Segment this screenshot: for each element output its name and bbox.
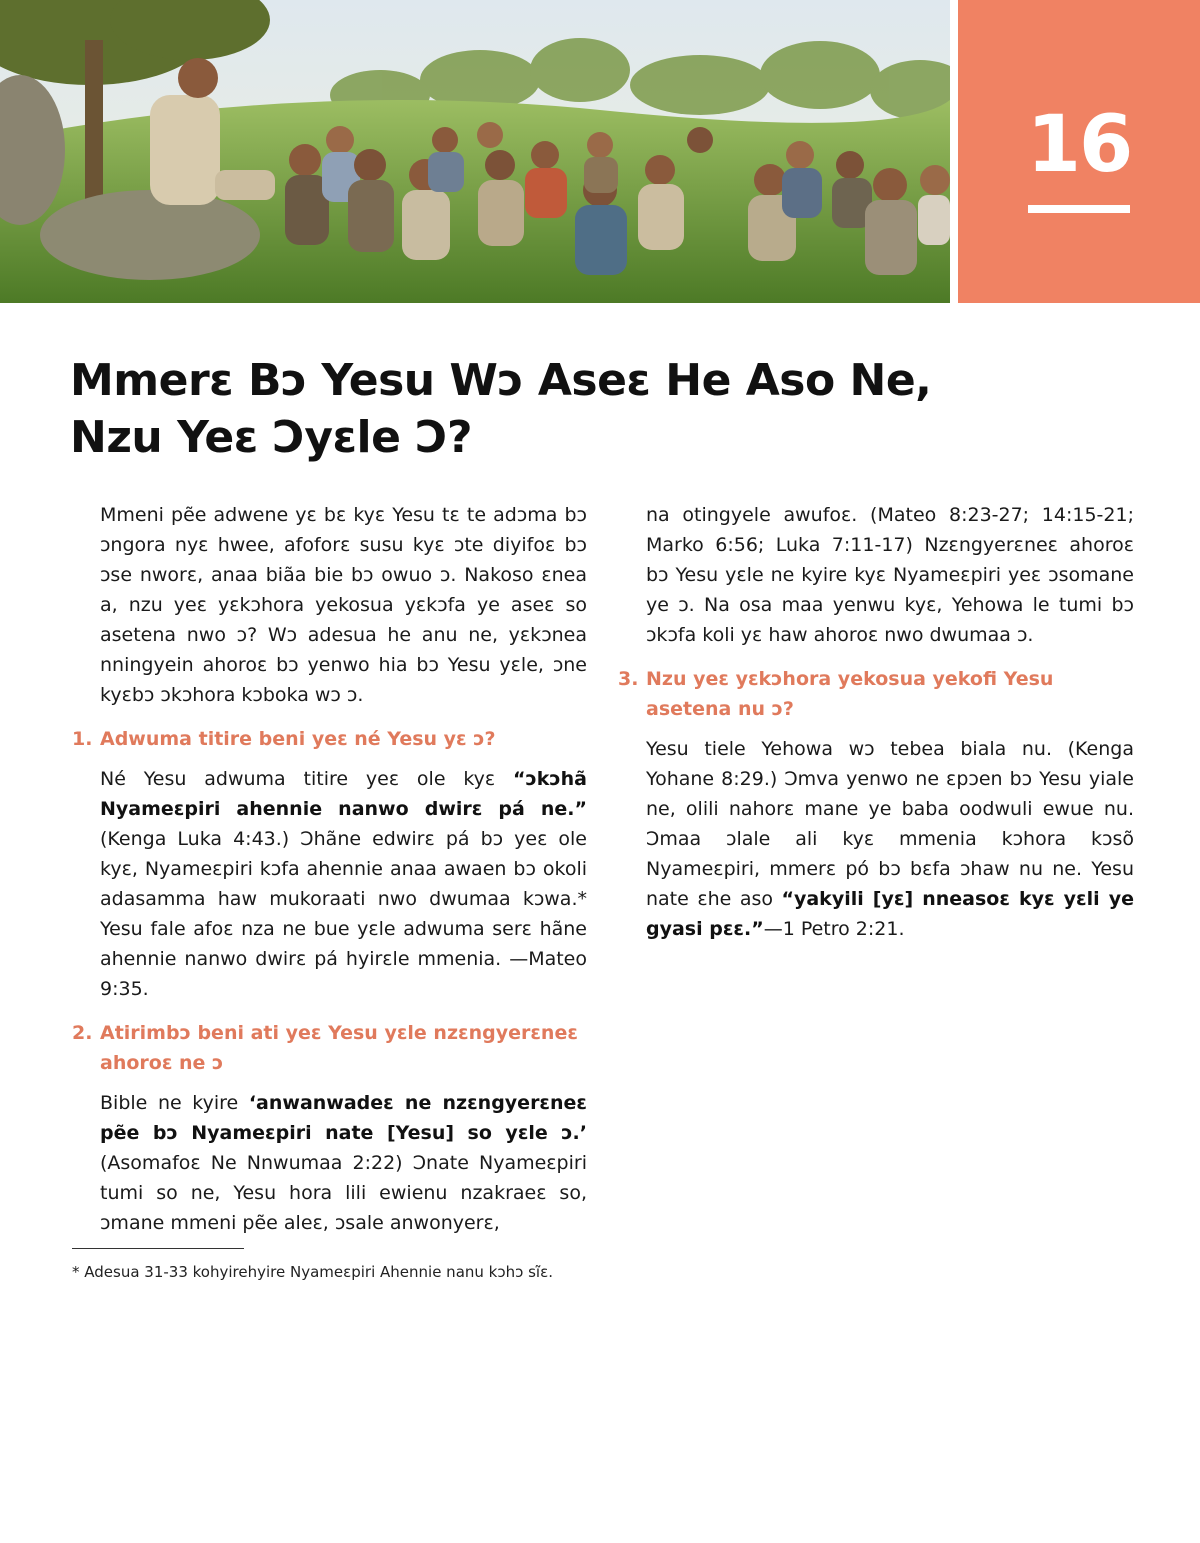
title-line-1: Mmerɛ Bɔ Yesu Wɔ Aseɛ He Aso Ne, <box>70 355 932 406</box>
lesson-number-box <box>958 0 1200 303</box>
q3-text-bold: “yakyili [yɛ] nneasoɛ kyɛ yɛli ye gyasi pɛɛ.” <box>646 888 1134 940</box>
q2-text-bold: ‘anwanwadeɛ ne nzɛngyerɛneɛ pẽe bɔ Nyameɛpiri nate [Yesu] so yɛle ɔ.’ <box>100 1092 587 1144</box>
question-1-heading <box>72 724 587 754</box>
question-1-text: Adwuma titire beni yeɛ né Yesu yɛ ɔ? <box>100 728 496 750</box>
hero-illustration <box>0 0 950 303</box>
hero-image <box>0 0 950 303</box>
lesson-number: 16 <box>1026 100 1132 190</box>
question-2-paragraph <box>72 1088 587 1238</box>
question-2-text: Atirimbɔ beni ati yeɛ Yesu yɛle nzɛngyerɛneɛ ahoroɛ ne ɔ <box>100 1022 578 1074</box>
question-2-number: 2. <box>72 1022 93 1044</box>
q1-text-bold: “ɔkɔhã Nyameɛpiri ahennie nanwo dwirɛ pá ne.” <box>100 768 587 820</box>
intro-paragraph: Mmeni pẽe adwene yɛ bɛ kyɛ Yesu tɛ te adɔma bɔ ɔngora nyɛ hwee, afoforɛ susu kyɛ ɔte diyifoɛ bɔ ɔse nworɛ, anaa biãa bie bɔ owuo ɔ. Nakoso ɛnea a, nzu yeɛ yɛkɔhora yekosua yɛkɔfa ye aseɛ so asetena nwo ɔ? Wɔ adesua he anu ne, yɛkɔnea nningyein ahoroɛ bɔ yenwo hia bɔ Yesu yɛle, ɔne kyɛbɔ ɔkɔhora kɔboka wɔ ɔ. <box>100 504 587 706</box>
question-1-paragraph <box>72 764 587 1004</box>
q3-text-a: Yesu tiele Yehowa wɔ tebea biala nu. (Kenga Yohane 8:29.) Ɔmva yenwo ne ɛpɔen bɔ Yesu yiale ne, olili nahorɛ mane ye baba oodwuli ewue nu. Ɔmaa ɔlale ali kyɛ mmenia kɔhora kɔsõ Nyameɛpiri, mmerɛ pó bɔ bɛfa ɔhaw nu ne. Yesu nate ɛhe aso <box>646 738 1134 910</box>
right-column <box>618 500 1134 958</box>
question-3-paragraph <box>618 734 1134 944</box>
left-column <box>72 500 587 1252</box>
footnote: * Adesua 31-33 kohyirehyire Nyameɛpiri Ahennie nanu kɔhɔ sĩɛ. <box>72 1263 553 1281</box>
lesson-title <box>70 352 970 466</box>
q1-text-b: (Kenga Luka 4:43.) Ɔhãne edwirɛ pá bɔ yeɛ ole kyɛ, Nyameɛpiri kɔfa ahennie anaa awaen bɔ okoli adasamma haw mukoraati nwo dwumaa kɔwa.* Yesu fale afoɛ nza ne bue yɛle adwuma serɛ hãne ahennie nanwo dwirɛ pá hyirɛle mmenia. —Mateo 9:35. <box>100 828 587 1000</box>
q2-text-b: (Asomafoɛ Ne Nnwumaa 2:22) Ɔnate Nyameɛpiri tumi so ne, Yesu hora lili ewienu nzakraeɛ so, ɔmane mmeni pẽe aleɛ, ɔsale anwonyerɛ, <box>100 1152 587 1234</box>
question-2-heading <box>72 1018 587 1078</box>
footnote-divider <box>72 1248 244 1249</box>
title-line-2: Nzu Yeɛ Ɔyɛle Ɔ? <box>70 412 473 463</box>
lesson-number-underline <box>1028 205 1130 213</box>
question-1-number: 1. <box>72 728 93 750</box>
q1-text-a: Né Yesu adwuma titire yeɛ ole kyɛ <box>100 768 513 790</box>
question-3-heading <box>618 664 1134 724</box>
q3-text-b: —1 Petro 2:21. <box>763 918 905 940</box>
question-3-text: Nzu yeɛ yɛkɔhora yekosua yekofi Yesu asetena nu ɔ? <box>646 668 1054 720</box>
question-3-number: 3. <box>618 668 639 690</box>
q2-text-a: Bible ne kyire <box>100 1092 249 1114</box>
question-2-paragraph-continued: na otingyele awufoɛ. (Mateo 8:23-27; 14:15-21; Marko 6:56; Luka 7:11-17) Nzɛngyerɛneɛ ahoroɛ bɔ Yesu yɛle ne kyire kyɛ Nyameɛpiri yeɛ ɔsomane ye ɔ. Na osa maa yenwu kyɛ, Yehowa le tumi bɔ ɔkɔfa koli yɛ haw ahoroɛ nwo dwumaa ɔ. <box>646 504 1134 646</box>
